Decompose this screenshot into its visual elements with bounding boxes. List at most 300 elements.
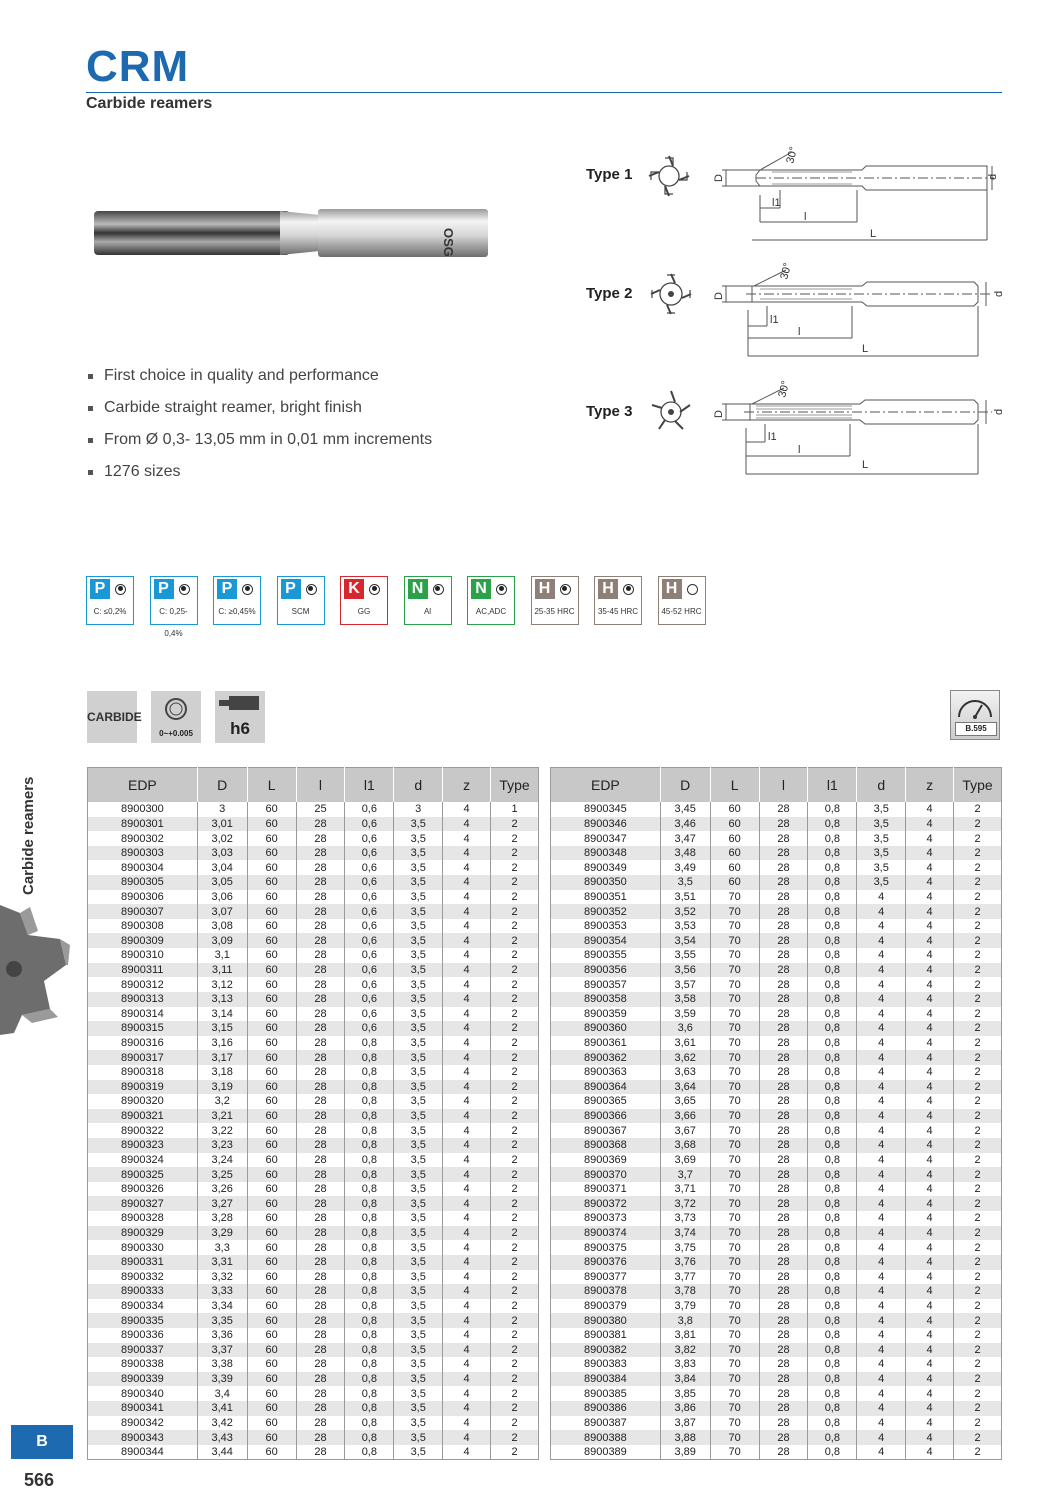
table-cell: 70 xyxy=(710,890,759,905)
table-cell: 28 xyxy=(296,1080,345,1095)
table-cell: 0,6 xyxy=(345,933,394,948)
table-cell: 28 xyxy=(759,1050,808,1065)
type-3-D-label: D xyxy=(713,410,725,418)
table-cell: 28 xyxy=(759,1109,808,1124)
table-cell: 2 xyxy=(491,1123,539,1138)
table-cell: 4 xyxy=(906,1007,954,1022)
type-1-D-label: D xyxy=(713,174,725,182)
table-cell: 8900353 xyxy=(551,919,661,934)
table-cell: 2 xyxy=(954,1255,1002,1270)
table-cell: 0,8 xyxy=(808,1211,857,1226)
table-cell: 2 xyxy=(491,1328,539,1343)
table-row xyxy=(551,890,1002,905)
table-cell: 28 xyxy=(296,1196,345,1211)
table-cell: 3,59 xyxy=(660,1007,710,1022)
table-row xyxy=(88,1328,539,1343)
table-cell: 4 xyxy=(906,1445,954,1460)
table-cell: 3,47 xyxy=(660,831,710,846)
table-cell: 28 xyxy=(296,831,345,846)
table-cell: 3,19 xyxy=(197,1080,247,1095)
table-cell: 3,04 xyxy=(197,860,247,875)
type-1-angle: 30° xyxy=(784,145,801,165)
table-cell: 4 xyxy=(906,1284,954,1299)
table-cell: 0,8 xyxy=(345,1299,394,1314)
table-cell: 4 xyxy=(857,904,906,919)
table-row xyxy=(88,1080,539,1095)
table-cell: 2 xyxy=(491,963,539,978)
table-cell: 3,48 xyxy=(660,846,710,861)
table-cell: 8900377 xyxy=(551,1270,661,1285)
table-cell: 8900380 xyxy=(551,1313,661,1328)
cutting-data-reference[interactable] xyxy=(950,690,1000,740)
table-cell: 3,36 xyxy=(197,1328,247,1343)
table-cell: 28 xyxy=(296,1255,345,1270)
suitable-dot-icon xyxy=(306,584,317,595)
table-cell: 28 xyxy=(296,1123,345,1138)
table-cell: 4 xyxy=(443,1196,491,1211)
table-cell: 0,8 xyxy=(345,1343,394,1358)
table-cell: 3,5 xyxy=(394,875,443,890)
table-cell: 8900303 xyxy=(88,846,198,861)
table-cell: 2 xyxy=(491,1255,539,1270)
table-cell: 8900316 xyxy=(88,1036,198,1051)
table-row xyxy=(551,875,1002,890)
table-cell: 8900320 xyxy=(88,1094,198,1109)
table-cell: 8900365 xyxy=(551,1094,661,1109)
table-cell: 4 xyxy=(906,1196,954,1211)
table-cell: 60 xyxy=(710,860,759,875)
column-header: EDP xyxy=(551,768,661,803)
table-row xyxy=(88,1167,539,1182)
table-cell: 4 xyxy=(906,1240,954,1255)
table-cell: 4 xyxy=(857,1080,906,1095)
table-cell: 4 xyxy=(443,1430,491,1445)
table-cell: 2 xyxy=(491,1430,539,1445)
table-cell: 4 xyxy=(857,1007,906,1022)
table-cell: 4 xyxy=(443,1123,491,1138)
table-cell: 70 xyxy=(710,1240,759,1255)
table-cell: 8900347 xyxy=(551,831,661,846)
spec-table-right xyxy=(550,767,1002,1460)
table-row xyxy=(551,1401,1002,1416)
table-row xyxy=(551,831,1002,846)
table-cell: 2 xyxy=(954,1050,1002,1065)
table-cell: 0,6 xyxy=(345,948,394,963)
table-cell: 3,64 xyxy=(660,1080,710,1095)
table-cell: 3,5 xyxy=(394,933,443,948)
table-row xyxy=(88,1313,539,1328)
table-cell: 8900305 xyxy=(88,875,198,890)
table-cell: 0,8 xyxy=(808,1313,857,1328)
table-cell: 2 xyxy=(954,1211,1002,1226)
table-cell: 60 xyxy=(247,904,296,919)
table-cell: 70 xyxy=(710,1094,759,1109)
table-cell: 3,58 xyxy=(660,992,710,1007)
table-cell: 2 xyxy=(954,1299,1002,1314)
table-cell: 0,8 xyxy=(808,948,857,963)
table-cell: 70 xyxy=(710,1182,759,1197)
table-row xyxy=(88,890,539,905)
table-cell: 2 xyxy=(491,1080,539,1095)
table-cell: 4 xyxy=(906,1386,954,1401)
table-cell: 4 xyxy=(906,1343,954,1358)
table-cell: 28 xyxy=(759,1094,808,1109)
table-cell: 2 xyxy=(954,1328,1002,1343)
table-cell: 28 xyxy=(759,1343,808,1358)
table-cell: 4 xyxy=(857,1357,906,1372)
table-cell: 3,05 xyxy=(197,875,247,890)
table-cell: 70 xyxy=(710,1255,759,1270)
table-cell: 0,8 xyxy=(808,875,857,890)
table-cell: 2 xyxy=(491,1343,539,1358)
table-cell: 8900371 xyxy=(551,1182,661,1197)
table-row xyxy=(551,1080,1002,1095)
table-cell: 4 xyxy=(857,1343,906,1358)
table-cell: 0,8 xyxy=(345,1386,394,1401)
table-cell: 4 xyxy=(443,817,491,832)
table-cell: 8900318 xyxy=(88,1065,198,1080)
table-cell: 28 xyxy=(759,1430,808,1445)
table-cell: 60 xyxy=(247,977,296,992)
table-row xyxy=(88,1050,539,1065)
table-cell: 60 xyxy=(247,1357,296,1372)
table-cell: 2 xyxy=(954,1343,1002,1358)
table-cell: 0,8 xyxy=(808,919,857,934)
table-cell: 2 xyxy=(491,948,539,963)
column-header: D xyxy=(197,768,247,803)
table-cell: 0,8 xyxy=(808,1401,857,1416)
table-cell: 8900361 xyxy=(551,1036,661,1051)
table-cell: 0,6 xyxy=(345,977,394,992)
suitable-dot-icon xyxy=(242,584,253,595)
table-cell: 2 xyxy=(491,846,539,861)
table-cell: 3,5 xyxy=(394,1401,443,1416)
table-cell: 4 xyxy=(857,933,906,948)
table-cell: 0,8 xyxy=(345,1050,394,1065)
material-badge xyxy=(340,576,388,625)
table-row xyxy=(88,1211,539,1226)
table-cell: 28 xyxy=(296,1007,345,1022)
photo-marking: OSG xyxy=(441,228,456,257)
table-cell: 0,8 xyxy=(345,1123,394,1138)
table-cell: 4 xyxy=(443,1153,491,1168)
table-cell: 3,5 xyxy=(394,1445,443,1460)
table-cell: 8900388 xyxy=(551,1430,661,1445)
table-cell: 4 xyxy=(857,1445,906,1460)
table-cell: 2 xyxy=(491,1021,539,1036)
suitable-dot-icon xyxy=(433,584,444,595)
table-cell: 4 xyxy=(443,1386,491,1401)
column-header: L xyxy=(247,768,296,803)
table-cell: 8900309 xyxy=(88,933,198,948)
feature-item: From Ø 0,3- 13,05 mm in 0,01 mm increments xyxy=(86,430,432,462)
table-cell: 3,8 xyxy=(660,1313,710,1328)
table-cell: 70 xyxy=(710,1138,759,1153)
material-badge xyxy=(150,576,198,638)
table-cell: 3,32 xyxy=(197,1270,247,1285)
table-cell: 3,66 xyxy=(660,1109,710,1124)
table-cell: 28 xyxy=(759,1153,808,1168)
table-cell: 28 xyxy=(759,846,808,861)
table-cell: 3,06 xyxy=(197,890,247,905)
table-cell: 60 xyxy=(247,1270,296,1285)
table-cell: 3,83 xyxy=(660,1357,710,1372)
table-cell: 8900331 xyxy=(88,1255,198,1270)
table-cell: 70 xyxy=(710,948,759,963)
table-cell: 28 xyxy=(759,1021,808,1036)
table-row xyxy=(551,802,1002,817)
table-cell: 8900339 xyxy=(88,1372,198,1387)
table-cell: 2 xyxy=(491,1109,539,1124)
table-cell: 28 xyxy=(759,1357,808,1372)
table-cell: 70 xyxy=(710,992,759,1007)
table-cell: 4 xyxy=(443,1284,491,1299)
table-cell: 3,5 xyxy=(394,1080,443,1095)
table-cell: 3,03 xyxy=(197,846,247,861)
table-cell: 0,8 xyxy=(345,1445,394,1460)
table-cell: 2 xyxy=(954,904,1002,919)
table-cell: 4 xyxy=(443,977,491,992)
type-1-dimension-drawing xyxy=(712,140,1012,250)
table-cell: 4 xyxy=(857,1211,906,1226)
table-cell: 8900327 xyxy=(88,1196,198,1211)
table-cell: 3,5 xyxy=(857,875,906,890)
table-cell: 3,44 xyxy=(197,1445,247,1460)
table-cell: 3,5 xyxy=(394,948,443,963)
table-cell: 60 xyxy=(247,1182,296,1197)
table-cell: 70 xyxy=(710,1167,759,1182)
table-cell: 2 xyxy=(491,1386,539,1401)
material-group-letter: H xyxy=(535,579,555,599)
table-row xyxy=(551,1182,1002,1197)
table-cell: 3,73 xyxy=(660,1211,710,1226)
material-condition-label: 45-52 HRC xyxy=(661,607,702,616)
table-cell: 4 xyxy=(443,1299,491,1314)
table-cell: 8900378 xyxy=(551,1284,661,1299)
table-cell: 3,69 xyxy=(660,1153,710,1168)
table-cell: 4 xyxy=(443,1240,491,1255)
table-cell: 28 xyxy=(759,1313,808,1328)
material-group-letter: P xyxy=(154,579,174,599)
table-cell: 70 xyxy=(710,919,759,934)
table-row xyxy=(551,904,1002,919)
table-cell: 3,16 xyxy=(197,1036,247,1051)
table-cell: 28 xyxy=(296,1211,345,1226)
table-cell: 4 xyxy=(443,1328,491,1343)
table-cell: 3,14 xyxy=(197,1007,247,1022)
table-cell: 28 xyxy=(759,1445,808,1460)
table-cell: 8900367 xyxy=(551,1123,661,1138)
table-cell: 28 xyxy=(759,1328,808,1343)
type-3-l-label: l xyxy=(798,444,801,456)
table-cell: 0,6 xyxy=(345,846,394,861)
table-cell: 3,5 xyxy=(394,1430,443,1445)
material-group-letter: H xyxy=(598,579,618,599)
material-badge xyxy=(594,576,642,625)
table-cell: 2 xyxy=(491,1240,539,1255)
page-number: 566 xyxy=(24,1470,55,1490)
table-cell: 0,8 xyxy=(808,1226,857,1241)
table-cell: 70 xyxy=(710,1445,759,1460)
table-cell: 28 xyxy=(759,992,808,1007)
table-row xyxy=(551,1270,1002,1285)
table-cell: 0,8 xyxy=(808,890,857,905)
table-cell: 60 xyxy=(247,948,296,963)
table-cell: 4 xyxy=(906,1416,954,1431)
table-row xyxy=(88,904,539,919)
column-header: D xyxy=(660,768,710,803)
type-2-cross-section-icon xyxy=(647,270,695,318)
table-cell: 2 xyxy=(491,919,539,934)
table-cell: 4 xyxy=(857,1182,906,1197)
table-cell: 4 xyxy=(443,846,491,861)
table-cell: 60 xyxy=(247,890,296,905)
table-cell: 28 xyxy=(296,948,345,963)
table-header-row xyxy=(88,768,539,803)
table-cell: 4 xyxy=(906,1065,954,1080)
table-header-row xyxy=(551,768,1002,803)
table-cell: 3,55 xyxy=(660,948,710,963)
table-row xyxy=(88,1138,539,1153)
table-cell: 3,5 xyxy=(394,1416,443,1431)
table-cell: 3,56 xyxy=(660,963,710,978)
material-condition-label: GG xyxy=(357,607,371,616)
table-cell: 8900346 xyxy=(551,817,661,832)
table-cell: 28 xyxy=(296,992,345,1007)
table-cell: 0,8 xyxy=(345,1167,394,1182)
type-1-label: Type 1 xyxy=(586,166,633,183)
table-cell: 0,6 xyxy=(345,860,394,875)
table-row xyxy=(551,1343,1002,1358)
column-header: l xyxy=(759,768,808,803)
table-cell: 2 xyxy=(491,1007,539,1022)
table-cell: 28 xyxy=(759,875,808,890)
table-cell: 4 xyxy=(857,1123,906,1138)
table-cell: 3,5 xyxy=(857,846,906,861)
shank-tolerance-box xyxy=(215,691,265,743)
table-cell: 4 xyxy=(443,831,491,846)
type-2-D-label: D xyxy=(713,292,725,300)
table-cell: 2 xyxy=(954,1357,1002,1372)
material-group-letter: K xyxy=(344,579,364,599)
table-row xyxy=(551,1094,1002,1109)
table-cell: 8900369 xyxy=(551,1153,661,1168)
table-cell: 70 xyxy=(710,1343,759,1358)
table-cell: 3,11 xyxy=(197,963,247,978)
table-cell: 2 xyxy=(954,1021,1002,1036)
material-badge xyxy=(86,576,134,625)
table-cell: 28 xyxy=(759,1182,808,1197)
table-row xyxy=(88,1299,539,1314)
table-cell: 2 xyxy=(954,1284,1002,1299)
table-row xyxy=(551,948,1002,963)
table-cell: 3,07 xyxy=(197,904,247,919)
table-row xyxy=(551,1153,1002,1168)
table-cell: 0,8 xyxy=(808,1299,857,1314)
table-row xyxy=(88,1065,539,1080)
table-cell: 60 xyxy=(710,831,759,846)
table-cell: 60 xyxy=(247,1153,296,1168)
table-row xyxy=(88,1372,539,1387)
table-cell: 0,8 xyxy=(345,1094,394,1109)
table-cell: 0,8 xyxy=(808,1109,857,1124)
table-cell: 8900336 xyxy=(88,1328,198,1343)
table-cell: 0,8 xyxy=(345,1240,394,1255)
table-cell: 0,8 xyxy=(345,1182,394,1197)
table-row xyxy=(88,919,539,934)
table-cell: 70 xyxy=(710,1123,759,1138)
table-cell: 4 xyxy=(443,1094,491,1109)
table-cell: 0,8 xyxy=(808,977,857,992)
table-cell: 60 xyxy=(247,1036,296,1051)
table-cell: 3,49 xyxy=(660,860,710,875)
table-cell: 4 xyxy=(857,890,906,905)
table-cell: 60 xyxy=(247,1313,296,1328)
table-cell: 3,5 xyxy=(394,1138,443,1153)
table-cell: 3,34 xyxy=(197,1299,247,1314)
table-cell: 28 xyxy=(759,1007,808,1022)
reamer-graphic-icon xyxy=(0,905,72,1035)
table-cell: 3,5 xyxy=(660,875,710,890)
table-cell: 4 xyxy=(906,831,954,846)
table-cell: 3,5 xyxy=(394,1050,443,1065)
table-cell: 4 xyxy=(906,846,954,861)
table-cell: 28 xyxy=(296,1094,345,1109)
table-cell: 3,45 xyxy=(660,802,710,817)
table-cell: 0,6 xyxy=(345,992,394,1007)
section-tab[interactable]: B xyxy=(11,1425,73,1459)
table-cell: 0,8 xyxy=(808,817,857,832)
table-cell: 0,8 xyxy=(808,1328,857,1343)
table-cell: 3,75 xyxy=(660,1240,710,1255)
table-row xyxy=(88,1036,539,1051)
table-cell: 8900359 xyxy=(551,1007,661,1022)
table-cell: 8900326 xyxy=(88,1182,198,1197)
table-row xyxy=(88,817,539,832)
table-cell: 28 xyxy=(296,1372,345,1387)
table-cell: 8900321 xyxy=(88,1109,198,1124)
table-cell: 0,8 xyxy=(808,1416,857,1431)
table-cell: 4 xyxy=(857,1255,906,1270)
table-cell: 0,8 xyxy=(808,1343,857,1358)
material-group-letter: P xyxy=(281,579,301,599)
table-cell: 4 xyxy=(857,1430,906,1445)
table-cell: 2 xyxy=(954,1401,1002,1416)
table-row xyxy=(88,1401,539,1416)
table-cell: 28 xyxy=(759,1065,808,1080)
table-cell: 28 xyxy=(759,802,808,817)
table-cell: 28 xyxy=(296,1299,345,1314)
table-cell: 2 xyxy=(954,1036,1002,1051)
table-cell: 2 xyxy=(954,1138,1002,1153)
table-cell: 2 xyxy=(491,992,539,1007)
table-cell: 8900332 xyxy=(88,1270,198,1285)
table-cell: 3,5 xyxy=(394,1167,443,1182)
table-cell: 8900335 xyxy=(88,1313,198,1328)
table-cell: 2 xyxy=(954,817,1002,832)
table-cell: 28 xyxy=(759,977,808,992)
table-cell: 8900308 xyxy=(88,919,198,934)
table-cell: 0,8 xyxy=(808,1094,857,1109)
table-cell: 4 xyxy=(443,963,491,978)
table-cell: 8900300 xyxy=(88,802,198,817)
table-cell: 3,5 xyxy=(394,919,443,934)
table-cell: 2 xyxy=(491,904,539,919)
table-cell: 8900312 xyxy=(88,977,198,992)
table-cell: 2 xyxy=(954,1372,1002,1387)
table-cell: 60 xyxy=(247,1167,296,1182)
table-cell: 3,52 xyxy=(660,904,710,919)
